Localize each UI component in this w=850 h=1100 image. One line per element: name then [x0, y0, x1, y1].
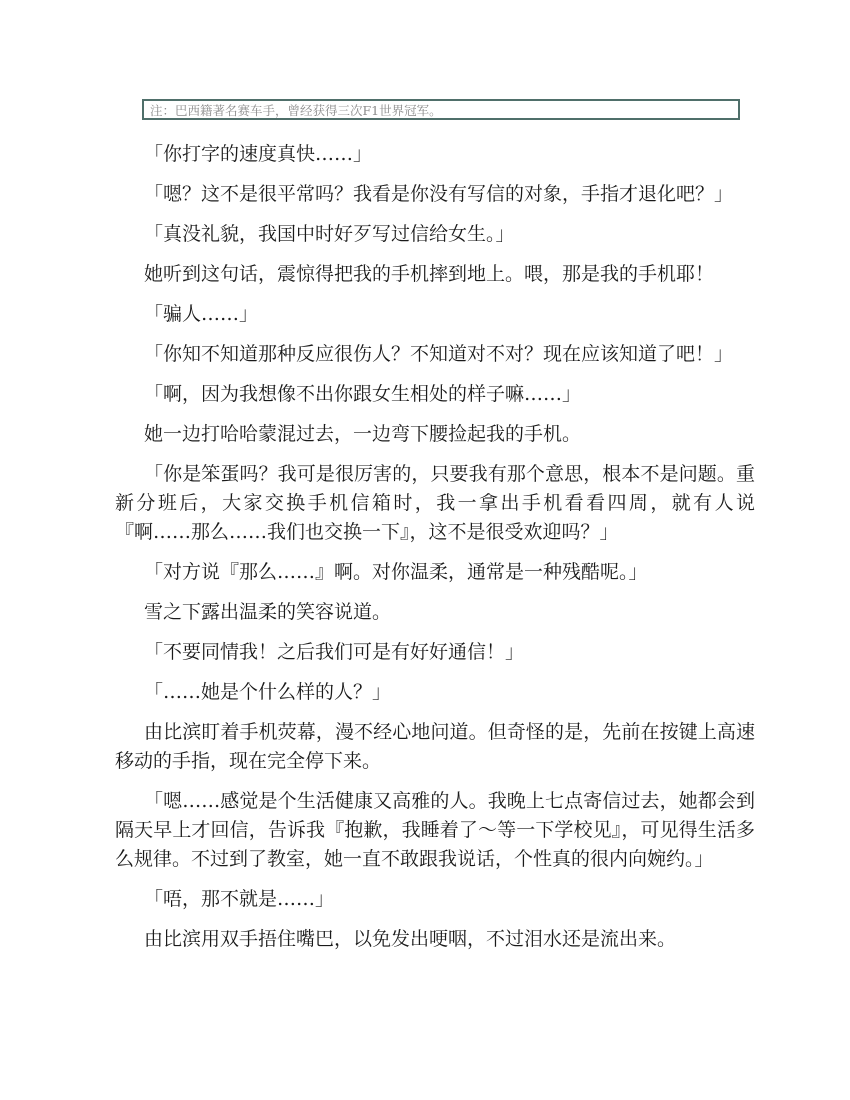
- paragraph: 「不要同情我！之后我们可是有好好通信！」: [144, 641, 525, 663]
- paragraph: 「……她是个什么样的人？」: [144, 681, 392, 703]
- paragraph: 「对方说『那么……』啊。对你温柔，通常是一种残酷呢。」: [144, 561, 648, 583]
- paragraph: 「嗯？这不是很平常吗？我看是你没有写信的对象，手指才退化吧？」: [144, 183, 734, 205]
- paragraph: 「你打字的速度真快……」: [144, 143, 373, 165]
- paragraph: 「嗯……感觉是个生活健康又高雅的人。我晚上七点寄信过去，她都会到隔天早上才回信，告诉我『抱歉，我睡着了～等一下学校见』，可见得生活多么规律。不过到了教室，她一直不敢跟我说话，个性真的很内向婉约。」: [115, 790, 755, 870]
- body-text: [115, 140, 755, 965]
- paragraph: 「你是笨蛋吗？我可是很厉害的，只要我有那个意思，根本不是问题。重新分班后，大家交换手机信箱时，我一拿出手机看看四周，就有人说『啊……那么……我们也交换一下』，这不是很受欢迎吗？」: [115, 463, 755, 543]
- paragraph: 她听到这句话，震惊得把我的手机摔到地上。喂，那是我的手机耶！: [144, 263, 715, 285]
- paragraph: 「啊，因为我想像不出你跟女生相处的样子嘛……」: [144, 383, 582, 405]
- paragraph: 「你知不知道那种反应很伤人？不知道对不对？现在应该知道了吧！」: [144, 343, 734, 365]
- paragraph: 「真没礼貌，我国中时好歹写过信给女生。」: [144, 223, 515, 245]
- paragraph: 「骗人……」: [144, 303, 259, 325]
- paragraph: 她一边打哈哈蒙混过去，一边弯下腰捡起我的手机。: [144, 423, 582, 445]
- paragraph: 雪之下露出温柔的笑容说道。: [144, 601, 392, 623]
- footnote-box: 注：巴西籍著名赛车手，曾经获得三次F1世界冠军。: [142, 99, 740, 120]
- paragraph: 由比滨用双手捂住嘴巴，以免发出哽咽，不过泪水还是流出来。: [144, 928, 677, 950]
- paragraph: 由比滨盯着手机荧幕，漫不经心地问道。但奇怪的是，先前在按键上高速移动的手指，现在完全停下来。: [115, 721, 755, 772]
- paragraph: 「唔，那不就是……」: [144, 888, 335, 910]
